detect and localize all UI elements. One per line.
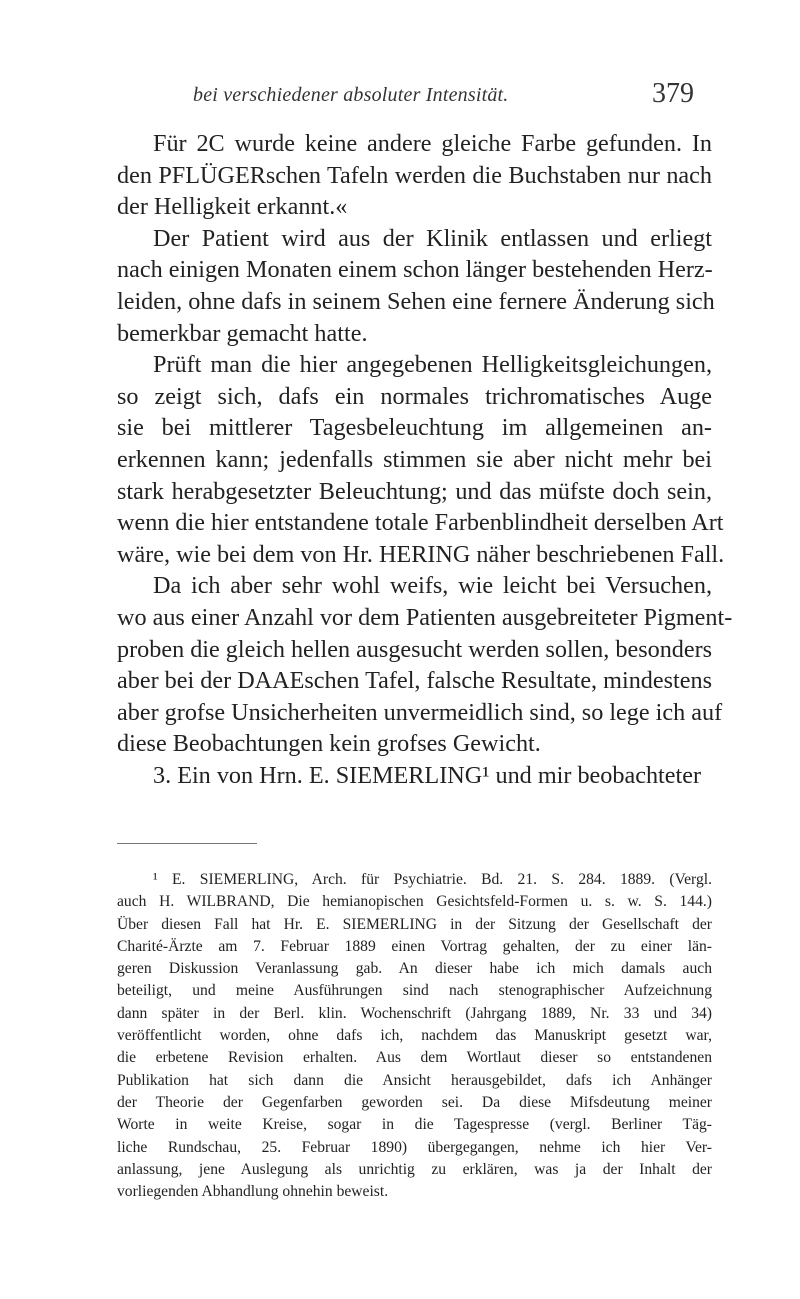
footnote-line: Worte in weite Kreise, sogar in die Tagespresse (vergl. Berliner Täg- (117, 1116, 712, 1134)
footnote-line: anlassung, jene Auslegung als unrichtig zu erklären, was ja der Inhalt der (117, 1160, 712, 1178)
footnote-line: liche Rundschau, 25. Februar 1890) übergegangen, nehme ich hier Ver- (117, 1138, 712, 1156)
footnote-line: beteiligt, und meine Ausführungen sind nach stenographischer Aufzeichnung (117, 982, 712, 1000)
footnote-separator (117, 843, 257, 844)
footnote-line: geren Diskussion Veranlassung gab. An dieser habe ich mich damals auch (117, 960, 712, 978)
text-line: Der Patient wird aus der Klinik entlassen und erliegt (153, 224, 712, 252)
footnote-line: veröffentlicht worden, ohne dafs ich, nachdem das Manuskript gesetzt war, (117, 1027, 712, 1045)
page-number: 379 (652, 78, 694, 109)
footnote-line: ¹ E. SIEMERLING, Arch. für Psychiatrie. Bd. 21. S. 284. 1889. (Vergl. (153, 871, 712, 888)
text-line: 3. Ein von Hrn. E. SIEMERLING¹ und mir beobachteter (153, 761, 701, 789)
text-line: leiden, ohne dafs in seinem Sehen eine fernere Änderung sich (117, 287, 715, 315)
footnote-line: der Theorie der Gegenfarben geworden sei. Da diese Mifsdeutung meiner (117, 1093, 712, 1111)
text-line: wäre, wie bei dem von Hr. HERING näher beschriebenen Fall. (117, 540, 725, 568)
footnote-line: Über diesen Fall hat Hr. E. SIEMERLING in der Sitzung der Gesellschaft der (117, 915, 712, 933)
text-line: aber grofse Unsicherheiten unvermeidlich sind, so lege ich auf (117, 698, 723, 726)
text-line: Prüft man die hier angegebenen Helligkeitsgleichungen, (153, 351, 712, 379)
text-line: stark herabgesetzter Beleuchtung; und das müfste doch sein, (117, 477, 712, 505)
text-line: diese Beobachtungen kein grofses Gewicht. (117, 730, 541, 758)
text-line: aber bei der DAAEschen Tafel, falsche Resultate, mindestens (117, 667, 712, 695)
text-line: sie bei mittlerer Tagesbeleuchtung im allgemeinen an- (117, 414, 712, 442)
text-line: erkennen kann; jedenfalls stimmen sie aber nicht mehr bei (117, 445, 712, 473)
footnote-line: Publikation hat sich dann die Ansicht herausgebildet, dafs ich Anhänger (117, 1071, 712, 1089)
text-line: den PFLÜGERschen Tafeln werden die Buchstaben nur nach (117, 161, 712, 189)
text-line: so zeigt sich, dafs ein normales trichromatisches Auge (117, 382, 712, 410)
running-header: bei verschiedener absoluter Intensität. (193, 84, 509, 106)
footnote-line: dann später in der Berl. klin. Wochenschrift (Jahrgang 1889, Nr. 33 und 34) (117, 1004, 712, 1022)
text-line: wenn die hier entstandene totale Farbenblindheit derselben Art (117, 509, 724, 537)
text-line: proben die gleich hellen ausgesucht werden sollen, besonders (117, 635, 713, 663)
text-line: nach einigen Monaten einem schon länger bestehenden Herz- (117, 256, 713, 284)
text-line: der Helligkeit erkannt.« (117, 193, 348, 221)
text-line: wo aus einer Anzahl vor dem Patienten ausgebreiteter Pigment- (117, 603, 733, 631)
footnote-line: vorliegenden Abhandlung ohnehin beweist. (117, 1183, 389, 1201)
footnote-line: die erbetene Revision erhalten. Aus dem Wortlaut dieser so entstandenen (117, 1049, 712, 1067)
text-line: Da ich aber sehr wohl weifs, wie leicht bei Versuchen, (153, 572, 712, 600)
main-text (117, 128, 733, 791)
text-line: Für 2C wurde keine andere gleiche Farbe gefunden. In (153, 130, 712, 157)
footnote-line: Charité-Ärzte am 7. Februar 1889 einen Vortrag gehalten, der zu einer län- (117, 937, 712, 955)
footnote (117, 869, 712, 1203)
text-line: bemerkbar gemacht hatte. (117, 319, 368, 347)
footnote-line: auch H. WILBRAND, Die hemianopischen Gesichtsfeld-Formen u. s. w. S. 144.) (117, 893, 712, 911)
